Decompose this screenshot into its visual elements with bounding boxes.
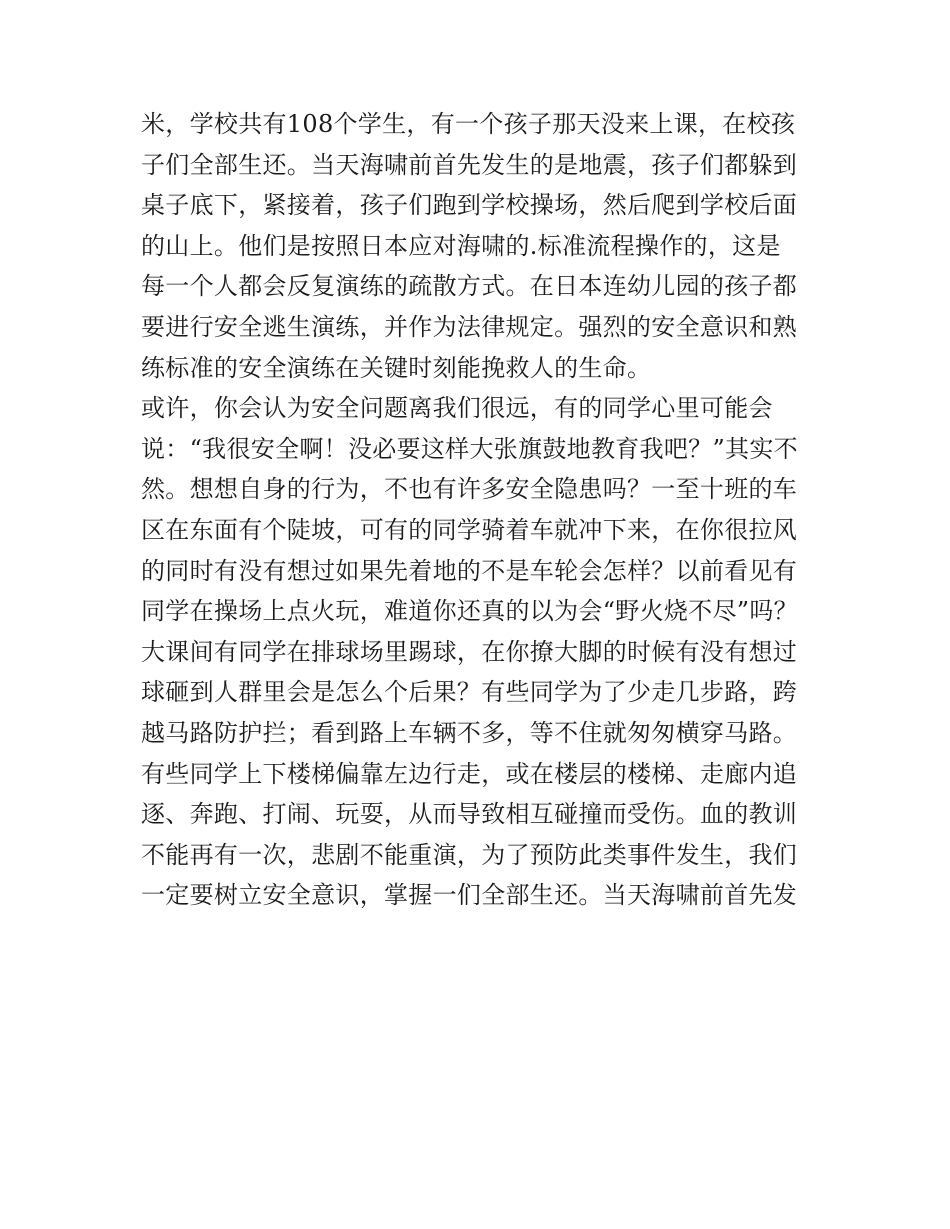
text-line: 然。想想自身的行为，不也有许多安全隐患吗？一至十班的车 — [141, 475, 798, 504]
text-line: 子们全部生还。当天海啸前首先发生的是地震，孩子们都躲到 — [141, 150, 798, 179]
text-line: 的同时有没有想过如果先着地的不是车轮会怎样？以前看见有 — [141, 556, 798, 585]
text-line: 有些同学上下楼梯偏靠左边行走，或在楼层的楼梯、走廊内追 — [141, 759, 798, 788]
text-line: 桌子底下，紧接着，孩子们跑到学校操场，然后爬到学校后面 — [141, 191, 798, 220]
text-line: 区在东面有个陡坡，可有的同学骑着车就冲下来，在你很拉风 — [141, 515, 798, 544]
text-line: 大课间有同学在排球场里踢球，在你撩大脚的时候有没有想过 — [141, 637, 798, 666]
text-line: 同学在操场上点火玩，难道你还真的以为会“野火烧不尽”吗？ — [141, 597, 798, 626]
text-line: 要进行安全逃生演练，并作为法律规定。强烈的安全意识和熟 — [141, 312, 798, 341]
text-line: 说：“我很安全啊！没必要这样大张旗鼓地教育我吧？”其实不 — [141, 434, 798, 463]
text-line: 不能再有一次，悲剧不能重演，为了预防此类事件发生，我们 — [141, 840, 798, 869]
body-text — [141, 104, 821, 916]
text-line: 的山上。他们是按照日本应对海啸的.标准流程操作的，这是 — [141, 231, 781, 260]
text-line: 练标准的安全演练在关键时刻能挽救人的生命。 — [141, 353, 652, 382]
text-line: 米，学校共有108个学生，有一个孩子那天没来上课，在校孩 — [141, 110, 796, 138]
text-line: 越马路防护拦；看到路上车辆不多，等不住就匆匆横穿马路。 — [141, 718, 798, 747]
text-line: 每一个人都会反复演练的疏散方式。在日本连幼儿园的孩子都 — [141, 272, 798, 301]
text-line: 一定要树立安全意识，掌握一们全部生还。当天海啸前首先发 — [141, 881, 798, 910]
text-line: 球砸到人群里会是怎么个后果？有些同学为了少走几步路，跨 — [141, 678, 798, 707]
text-line: 逐、奔跑、打闹、玩耍，从而导致相互碰撞而受伤。血的教训 — [141, 800, 798, 829]
text-line: 或许，你会认为安全问题离我们很远，有的同学心里可能会 — [141, 394, 773, 423]
